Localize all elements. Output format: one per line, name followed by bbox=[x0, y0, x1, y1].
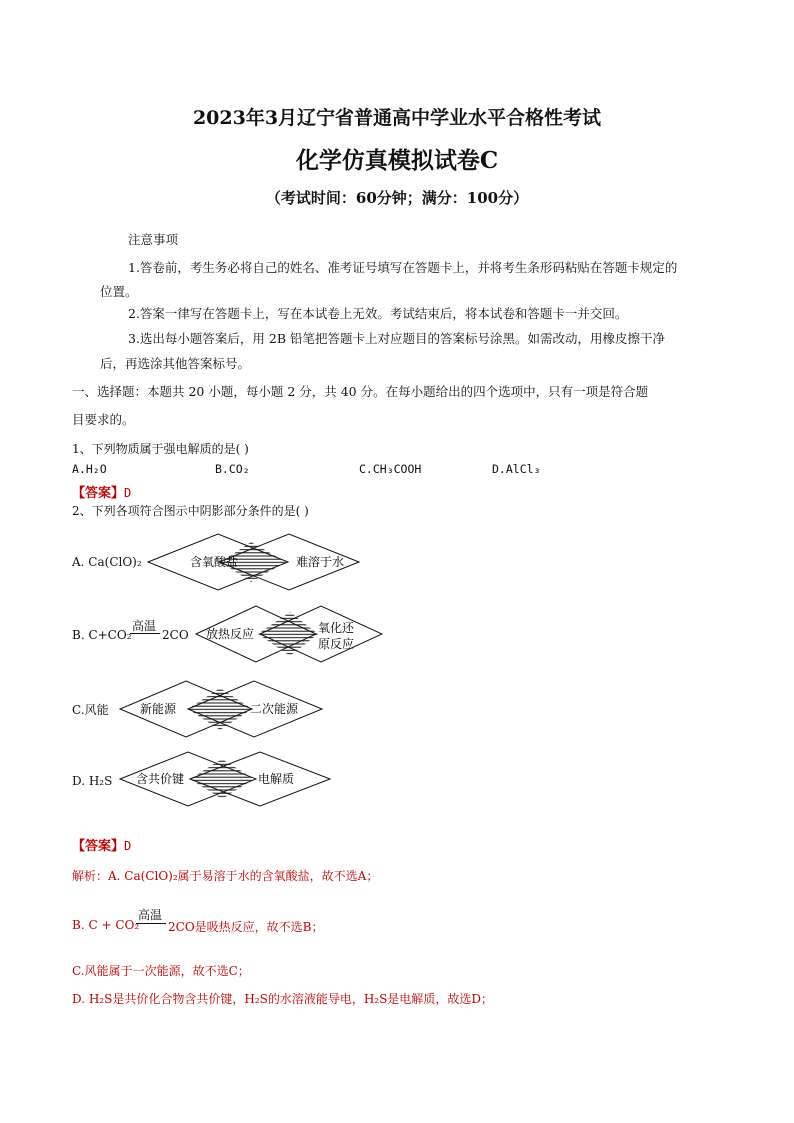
analysis-d: D. H₂S是共价化合物含共价键，H₂S的水溶液能导电，H₂S是电解质，故选D； bbox=[72, 992, 493, 1006]
answer-tag: 【答案】 bbox=[72, 486, 125, 501]
question-1-option-a: A.H₂O bbox=[72, 462, 107, 476]
venn-a-right-label: 难溶于水 bbox=[296, 555, 345, 569]
exam-time-score: （考试时间：60分钟；满分：100分） bbox=[265, 189, 529, 207]
question-1-option-c: C.CH₃COOH bbox=[359, 462, 422, 476]
answer-value: D bbox=[124, 486, 132, 500]
exam-title: 2023年3月辽宁省普通高中学业水平合格性考试 bbox=[192, 107, 602, 129]
section-heading-cont: 目要求的。 bbox=[72, 412, 135, 427]
notice-item-1-cont: 位置。 bbox=[100, 284, 138, 299]
analysis-b-rest: 2CO是吸热反应，故不选B； bbox=[168, 920, 324, 934]
question-2-option-c-label: C.风能 bbox=[72, 703, 109, 717]
venn-c-right-label: 二次能源 bbox=[250, 702, 299, 716]
question-2-option-a-label: A. Ca(ClO)₂ bbox=[72, 555, 142, 569]
question-1-stem: 1、下列物质属于强电解质的是( ) bbox=[72, 442, 249, 456]
analysis-b-reactants: B. C + CO₂ bbox=[72, 918, 140, 932]
analysis-c: C.风能属于一次能源，故不选C； bbox=[72, 964, 250, 978]
venn-a-left-label: 含氧酸盐 bbox=[190, 555, 239, 569]
question-1-option-d: D.AlCl₃ bbox=[492, 462, 541, 476]
question-2-answer bbox=[72, 835, 131, 854]
analysis-b-condition: 高温 bbox=[138, 908, 163, 922]
venn-d-right-label: 电解质 bbox=[258, 772, 295, 786]
section-heading: 一、选择题：本题共 20 小题，每小题 2 分，共 40 分。在每小题给出的四个选项中，只有一项是符合题 bbox=[72, 384, 649, 399]
venn-d-left-label: 含共价键 bbox=[136, 772, 185, 786]
question-2-stem: 2、下列各项符合图示中阴影部分条件的是( ) bbox=[72, 504, 309, 518]
answer-tag: 【答案】 bbox=[72, 839, 125, 854]
notice-item-1: 1.答卷前，考生务必将自己的姓名、准考证号填写在答题卡上，并将考生条形码粘贴在答题卡规定的 bbox=[128, 260, 678, 275]
notice-title: 注意事项 bbox=[128, 232, 179, 247]
question-2-option-d-label: D. H₂S bbox=[72, 774, 113, 788]
question-2-option-b-condition: 高温 bbox=[132, 619, 157, 633]
venn-b-left-label: 放热反应 bbox=[206, 627, 255, 641]
analysis-a: 解析：A. Ca(ClO)₂属于易溶于水的含氧酸盐，故不选A； bbox=[72, 869, 379, 883]
reaction-arrow-line bbox=[130, 633, 160, 634]
notice-item-3-cont: 后，再选涂其他答案标号。 bbox=[100, 356, 251, 371]
venn-diagram-d bbox=[118, 750, 338, 810]
exam-subtitle: 化学仿真模拟试卷C bbox=[295, 147, 499, 174]
question-2-option-b-product: 2CO bbox=[162, 628, 189, 642]
venn-diagram-a bbox=[146, 532, 366, 594]
venn-c-left-label: 新能源 bbox=[140, 702, 177, 716]
analysis-b-arrow-line bbox=[136, 923, 166, 924]
answer-value: D bbox=[124, 839, 132, 853]
venn-b-right-label-1: 氧化还 bbox=[318, 621, 355, 635]
venn-diagram-c bbox=[118, 679, 330, 741]
notice-item-3: 3.选出每小题答案后，用 2B 铅笔把答题卡上对应题目的答案标号涂黑。如需改动，用橡皮擦干净 bbox=[128, 331, 666, 346]
notice-item-2: 2.答案一律写在答题卡上，写在本试卷上无效。考试结束后，将本试卷和答题卡一并交回。 bbox=[128, 306, 628, 321]
venn-diagram-b bbox=[194, 604, 390, 666]
question-1-option-b: B.CO₂ bbox=[215, 462, 250, 476]
venn-b-right-label-2: 原反应 bbox=[318, 637, 355, 651]
question-2-option-b-label: B. C+CO₂ bbox=[72, 628, 132, 642]
question-1-answer bbox=[72, 482, 131, 501]
